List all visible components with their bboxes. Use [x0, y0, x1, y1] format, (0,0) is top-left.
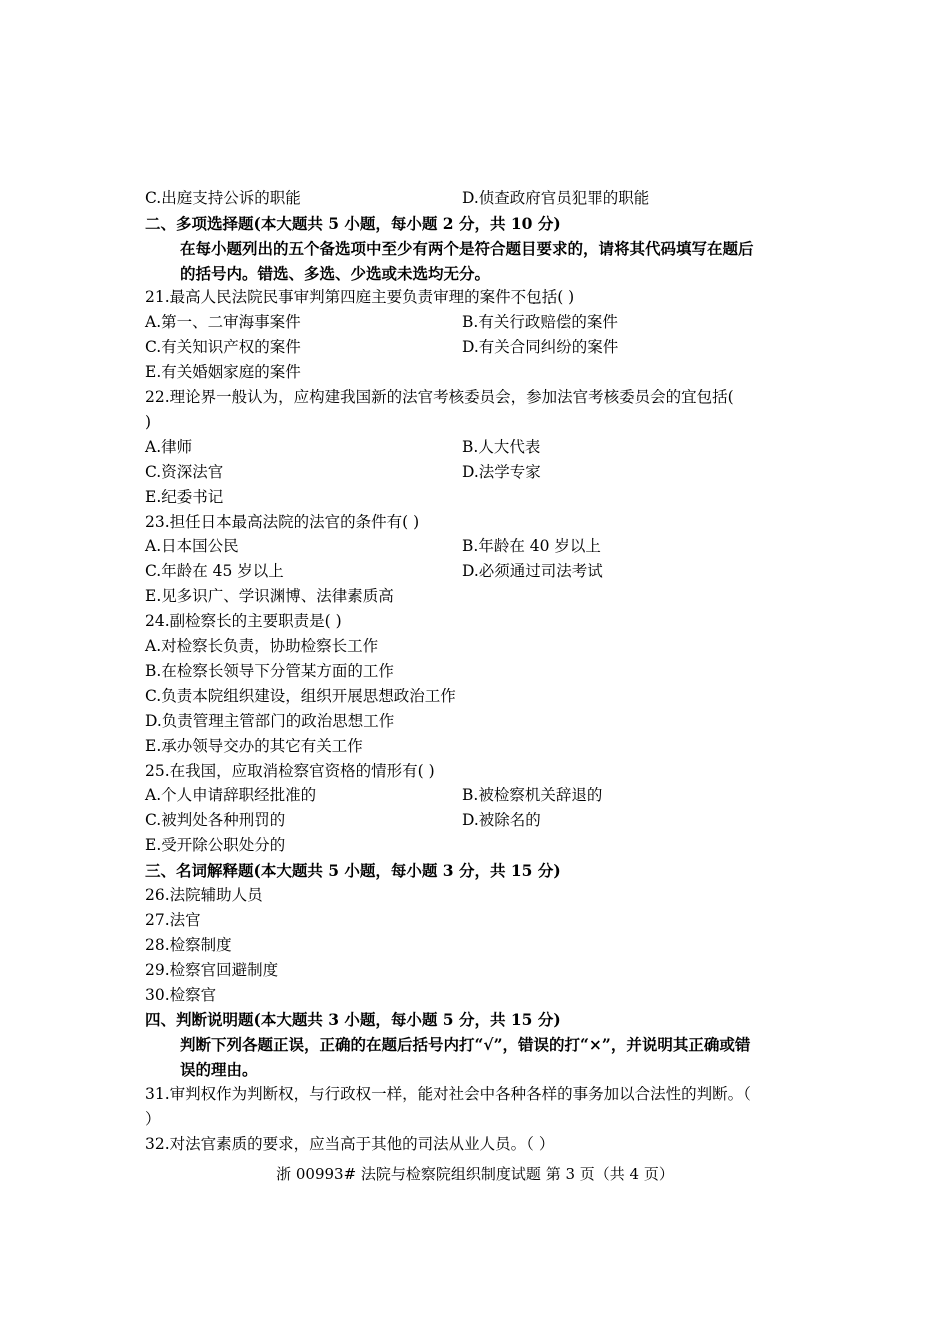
q23-option-c: C.年龄在 45 岁以上: [145, 562, 284, 580]
q24-option-a: A.对检察长负责，协助检察长工作: [145, 637, 379, 655]
q22-options-cd: [145, 460, 815, 485]
q20-option-d: D.侦查政府官员犯罪的职能: [462, 189, 650, 207]
q25-options-ab: [145, 783, 815, 808]
q23-option-e: E.见多识广、学识渊博、法律素质高: [145, 587, 394, 605]
q21-option-d: D.有关合同纠纷的案件: [462, 338, 619, 356]
q24-option-e: E.承办领导交办的其它有关工作: [145, 737, 363, 755]
q20-option-c: C.出庭支持公诉的职能: [145, 189, 301, 207]
q22-option-e: E.纪委书记: [145, 488, 224, 506]
q21-option-a: A.第一、二审海事案件: [145, 313, 301, 331]
q23-option-d: D.必须通过司法考试: [462, 562, 603, 580]
q27: 27.法官: [145, 911, 201, 929]
q22-options-ab: [145, 435, 815, 460]
q25-option-e: E.受开除公职处分的: [145, 836, 286, 854]
q24-option-c: C.负责本院组织建设，组织开展思想政治工作: [145, 687, 456, 705]
q23-option-a: A.日本国公民: [145, 537, 239, 555]
section4-instructions-2: 误的理由。: [180, 1060, 258, 1079]
q23-stem: 23.担任日本最高法院的法官的条件有( ): [145, 513, 420, 531]
section2-instructions-1: 在每小题列出的五个备选项中至少有两个是符合题目要求的，请将其代码填写在题后: [180, 239, 754, 258]
q24-stem: 24.副检察长的主要职责是( ): [145, 612, 342, 630]
q21-answer-bracket: ( ): [557, 288, 575, 306]
q21-emphasis-3: 括: [541, 288, 558, 306]
q31-stem-cont: ）: [145, 1110, 161, 1128]
q31-stem: 31.审判权作为判断权，与行政权一样，能对社会中各种各样的事务加以合法性的判断。（: [145, 1085, 751, 1103]
q25-option-d: D.被除名的: [462, 811, 541, 829]
q26: 26.法院辅助人员: [145, 886, 263, 904]
q22-option-b: B.人大代表: [462, 438, 541, 456]
q25-option-a: A.个人申请辞职经批准的: [145, 786, 317, 804]
q25-option-c: C.被判处各种刑罚的: [145, 811, 286, 829]
q21-option-b: B.有关行政赔偿的案件: [462, 313, 618, 331]
q25-stem: 25.在我国，应取消检察官资格的情形有( ): [145, 762, 435, 780]
q21-options-ab: [145, 310, 815, 335]
q22-option-c: C.资深法官: [145, 463, 224, 481]
q23-options-ab: [145, 534, 815, 559]
q21-options-cd: [145, 335, 815, 360]
q24-option-d: D.负责管理主管部门的政治思想工作: [145, 712, 395, 730]
q21-emphasis-1: 不: [510, 288, 527, 306]
q20-options-cd: [145, 186, 815, 211]
q25-option-b: B.被检察机关辞退的: [462, 786, 603, 804]
section2-instructions-2: 的括号内。错选、多选、少选或未选均无分。: [180, 264, 491, 283]
q21-stem-text: 21.最高人民法院民事审判第四庭主要负责审理的案件: [145, 288, 511, 306]
q21-emphasis-2: 包: [526, 288, 542, 306]
q22-option-a: A.律师: [145, 438, 193, 456]
q30: 30.检察官: [145, 986, 217, 1004]
section4-header: 四、判断说明题(本大题共 3 小题，每小题 5 分，共 15 分): [145, 1010, 561, 1029]
page-footer: 浙 00993# 法院与检察院组织制度试题 第 3 页（共 4 页）: [276, 1165, 674, 1183]
q24-option-b: B.在检察长领导下分管某方面的工作: [145, 662, 394, 680]
q22-option-d: D.法学专家: [462, 463, 541, 481]
q21-option-e: E.有关婚姻家庭的案件: [145, 363, 301, 381]
section2-header: 二、多项选择题(本大题共 5 小题，每小题 2 分，共 10 分): [145, 214, 561, 233]
q28: 28.检察制度: [145, 936, 232, 954]
q23-options-cd: [145, 559, 815, 584]
q22-stem-cont: ): [145, 413, 152, 431]
q23-option-b: B.年龄在 40 岁以上: [462, 537, 601, 555]
section3-header: 三、名词解释题(本大题共 5 小题，每小题 3 分，共 15 分): [145, 861, 561, 880]
q21-option-c: C.有关知识产权的案件: [145, 338, 301, 356]
q22-stem: 22.理论界一般认为，应构建我国新的法官考核委员会，参加法官考核委员会的宜包括(: [145, 388, 734, 406]
section4-instructions-1: 判断下列各题正误，正确的在题后括号内打“√”，错误的打“×”，并说明其正确或错: [180, 1035, 751, 1054]
q21-stem: [145, 285, 815, 310]
q29: 29.检察官回避制度: [145, 961, 279, 979]
q25-options-cd: [145, 808, 815, 833]
q32-stem: 32.对法官素质的要求，应当高于其他的司法从业人员。（ ）: [145, 1135, 555, 1153]
